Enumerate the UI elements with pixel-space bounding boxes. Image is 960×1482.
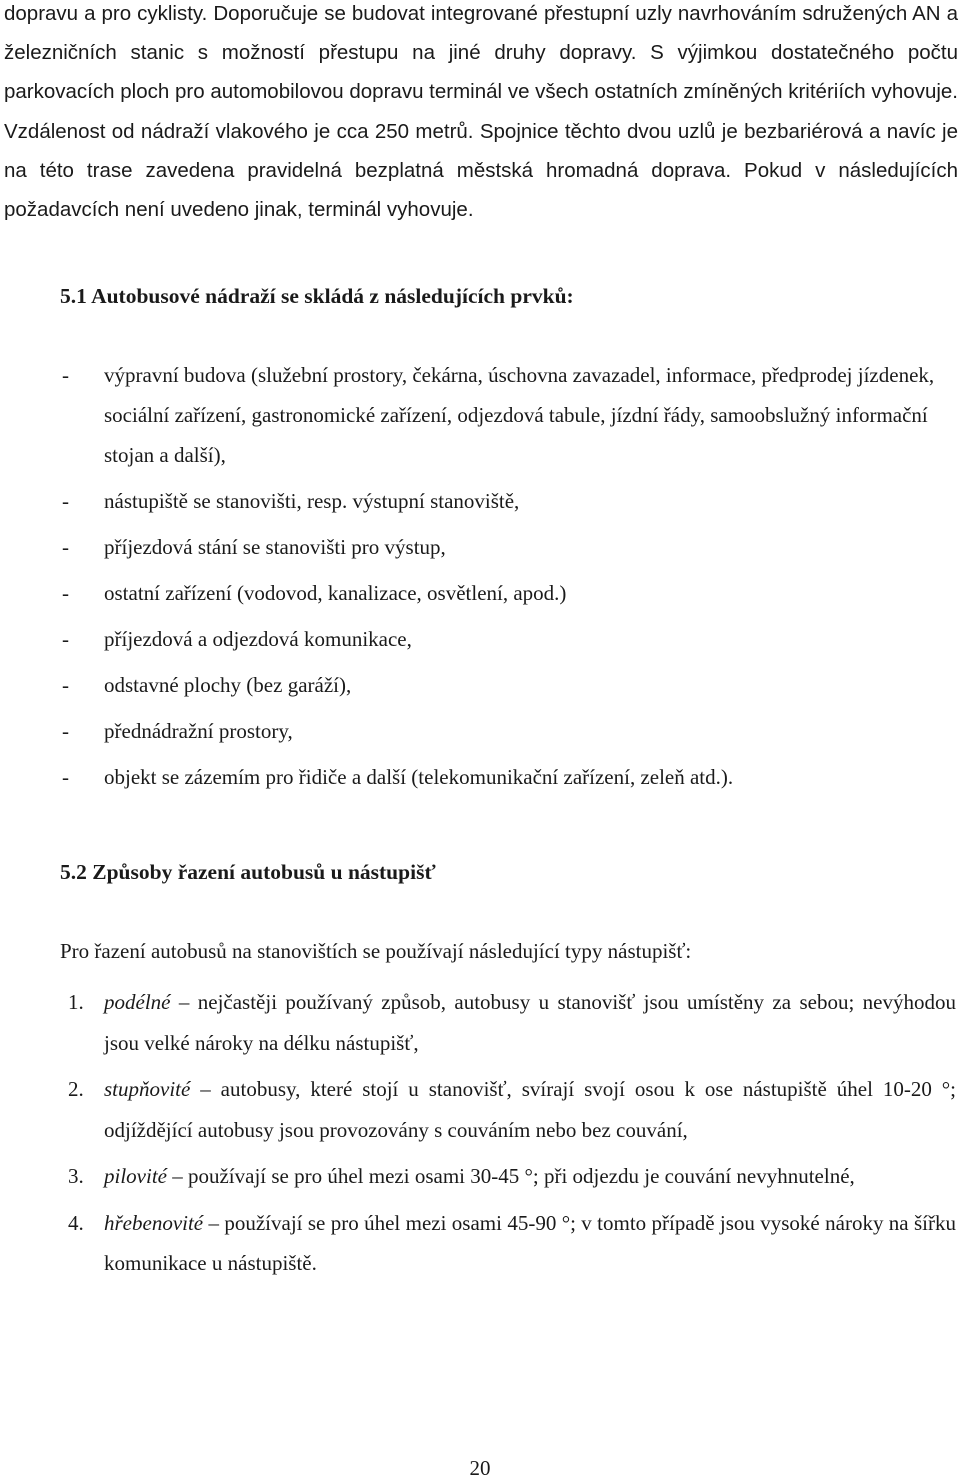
section-5-2-heading: 5.2 Způsoby řazení autobusů u nástupišť bbox=[60, 860, 436, 884]
item-term: podélné bbox=[104, 990, 171, 1014]
item-number: 4. bbox=[68, 1210, 84, 1235]
list-item bbox=[62, 757, 956, 797]
intro-paragraph: dopravu a pro cyklisty. Doporučuje se budovat integrované přestupní uzly navrhováním sdružených AN a železničních stanic s možností přestupu na jiné druhy dopravy. S výjimkou dostatečného počtu parkovacích ploch pro automobilovou dopravu terminál ve všech ostatních zmíněných kritériích vyhovuje. Vzdálenost od nádraží vlakového je cca 250 metrů. Spojnice těchto dvou uzlů je bezbariérová a navíc je na této trase zavedena pravidelná bezplatná městská hromadná doprava. Pokud v následujících požadavcích není uvedeno jinak, terminál vyhovuje. bbox=[4, 2, 958, 222]
list-item-text: objekt se zázemím pro řidiče a další (telekomunikační zařízení, zeleň atd.). bbox=[104, 765, 734, 789]
dash-bullet: - bbox=[62, 673, 69, 697]
item-term: pilovité bbox=[104, 1164, 167, 1188]
item-text: – používají se pro úhel mezi osami 45-90 °; v tomto případě jsou vysoké nároky na šířku komunikace u nástupiště. bbox=[104, 1210, 956, 1275]
dash-bullet: - bbox=[62, 489, 69, 513]
list-item-text: příjezdová a odjezdová komunikace, bbox=[104, 627, 412, 651]
section-5-1-heading: 5.1 Autobusové nádraží se skládá z následujících prvků: bbox=[60, 284, 574, 308]
dash-bullet: - bbox=[62, 627, 69, 651]
dash-bullet: - bbox=[62, 363, 69, 387]
list-item-text: odstavné plochy (bez garáží), bbox=[104, 673, 352, 697]
list-item bbox=[62, 481, 956, 521]
numbered-item bbox=[60, 982, 956, 1063]
section-5-2-intro: Pro řazení autobusů na stanovištích se používají následující typy nástupišť: bbox=[60, 939, 692, 963]
list-item-text: přednádražní prostory, bbox=[104, 719, 293, 743]
dash-bullet: - bbox=[62, 719, 69, 743]
item-term: stupňovité bbox=[104, 1077, 191, 1101]
list-item bbox=[62, 355, 956, 475]
numbered-item bbox=[60, 1203, 956, 1284]
list-item-text: nástupiště se stanovišti, resp. výstupní stanoviště, bbox=[104, 489, 520, 513]
dash-bullet: - bbox=[62, 581, 69, 605]
dash-bullet: - bbox=[62, 765, 69, 789]
item-number: 1. bbox=[68, 990, 84, 1014]
section-5-2-list bbox=[60, 982, 956, 1290]
item-term: hřebenovité bbox=[104, 1210, 204, 1235]
item-number: 2. bbox=[68, 1077, 84, 1101]
numbered-item bbox=[60, 1156, 956, 1197]
dash-bullet: - bbox=[62, 535, 69, 559]
numbered-item bbox=[60, 1069, 956, 1150]
item-text: – používají se pro úhel mezi osami 30-45 °; při odjezdu je couvání nevyhnutelné, bbox=[166, 1164, 855, 1188]
list-item bbox=[62, 711, 956, 751]
section-5-1-list bbox=[62, 355, 956, 803]
list-item bbox=[62, 619, 956, 659]
item-text: – nejčastěji používaný způsob, autobusy u stanovišť jsou umístěny za sebou; nevýhodou jsou velké nároky na délku nástupišť, bbox=[104, 990, 956, 1055]
page-number: 20 bbox=[469, 1456, 491, 1480]
list-item-text: ostatní zařízení (vodovod, kanalizace, osvětlení, apod.) bbox=[104, 581, 567, 605]
list-item bbox=[62, 573, 956, 613]
list-item bbox=[62, 527, 956, 567]
item-number: 3. bbox=[68, 1164, 84, 1188]
list-item-text: příjezdová stání se stanovišti pro výstup, bbox=[104, 535, 446, 559]
list-item bbox=[62, 665, 956, 705]
item-text: – autobusy, které stojí u stanovišť, svírají svojí osou k ose nástupiště úhel 10-20 °; odjíždějící autobusy jsou provozovány s couváním nebo bez couvání, bbox=[104, 1077, 956, 1142]
intro-text-block bbox=[4, 0, 958, 229]
list-item-text: výpravní budova (služební prostory, čekárna, úschovna zavazadel, informace, předprodej jízdenek, sociální zařízení, gastronomické zařízení, odjezdová tabule, jízdní řády, samoobslužný informační stojan a další), bbox=[104, 363, 935, 467]
